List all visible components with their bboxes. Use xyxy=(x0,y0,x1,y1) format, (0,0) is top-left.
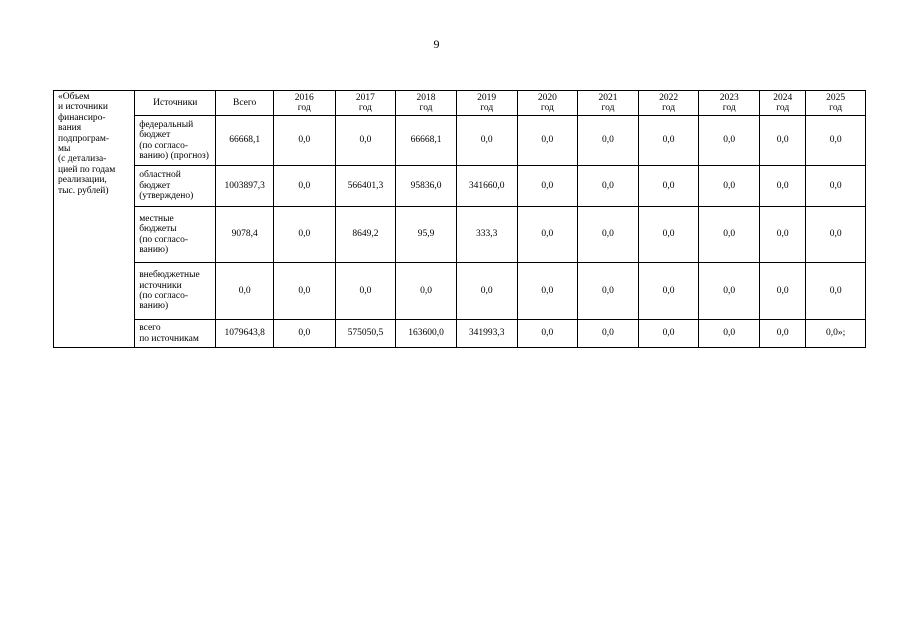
cell-value: 0,0 xyxy=(699,207,760,263)
table-header-row xyxy=(54,91,866,116)
source-label: местные бюджеты (по согласо- ванию) xyxy=(135,207,216,263)
cell-value: 0,0 xyxy=(806,263,866,320)
cell-value: 0,0 xyxy=(396,263,457,320)
cell-value: 0,0 xyxy=(699,116,760,166)
cell-value: 0,0 xyxy=(578,320,639,348)
cell-value: 0,0 xyxy=(760,207,806,263)
cell-value: 0,0 xyxy=(760,320,806,348)
cell-value: 0,0 xyxy=(806,207,866,263)
cell-value: 341660,0 xyxy=(456,166,517,207)
cell-value: 0,0 xyxy=(699,166,760,207)
cell-value: 0,0 xyxy=(273,166,335,207)
header-year: 2020 год xyxy=(517,91,578,116)
cell-value: 0,0 xyxy=(517,320,578,348)
header-year: 2024 год xyxy=(760,91,806,116)
table-row-total xyxy=(54,320,866,348)
cell-value: 0,0 xyxy=(638,320,699,348)
financing-table xyxy=(53,90,866,348)
cell-value: 0,0 xyxy=(760,166,806,207)
row-label-cell: «Объем и источники финансиро- вания подпрограм- мы (с детализа- цией по годам реализации, тыс. рублей) xyxy=(54,91,135,348)
cell-value: 0,0 xyxy=(335,263,396,320)
header-year: 2022 год xyxy=(638,91,699,116)
cell-value: 0,0 xyxy=(638,207,699,263)
cell-value: 0,0 xyxy=(335,116,396,166)
table-row xyxy=(54,116,866,166)
cell-value: 9078,4 xyxy=(216,207,274,263)
table-row xyxy=(54,263,866,320)
cell-value: 0,0 xyxy=(578,207,639,263)
cell-value: 0,0 xyxy=(517,166,578,207)
table-row xyxy=(54,207,866,263)
cell-value: 66668,1 xyxy=(216,116,274,166)
table-row xyxy=(54,166,866,207)
header-year: 2017 год xyxy=(335,91,396,116)
cell-value: 333,3 xyxy=(456,207,517,263)
cell-value: 95836,0 xyxy=(396,166,457,207)
page-number: 9 xyxy=(433,37,440,51)
cell-value: 95,9 xyxy=(396,207,457,263)
header-year: 2021 год xyxy=(578,91,639,116)
cell-value: 0,0»; xyxy=(806,320,866,348)
cell-value: 0,0 xyxy=(699,263,760,320)
cell-value: 0,0 xyxy=(273,207,335,263)
cell-value: 0,0 xyxy=(760,263,806,320)
cell-value: 0,0 xyxy=(806,166,866,207)
header-year: 2018 год xyxy=(396,91,457,116)
cell-value: 566401,3 xyxy=(335,166,396,207)
cell-value: 0,0 xyxy=(273,263,335,320)
cell-value: 0,0 xyxy=(456,263,517,320)
header-year: 2019 год xyxy=(456,91,517,116)
cell-value: 341993,3 xyxy=(456,320,517,348)
cell-value: 0,0 xyxy=(578,263,639,320)
cell-value: 0,0 xyxy=(578,116,639,166)
source-label: федеральный бюджет (по согласо- ванию) (прогноз) xyxy=(135,116,216,166)
cell-value: 0,0 xyxy=(273,116,335,166)
cell-value: 0,0 xyxy=(456,116,517,166)
cell-value: 0,0 xyxy=(638,166,699,207)
cell-value: 575050,5 xyxy=(335,320,396,348)
header-year: 2023 год xyxy=(699,91,760,116)
cell-value: 163600,0 xyxy=(396,320,457,348)
header-year: 2025 год xyxy=(806,91,866,116)
cell-value: 0,0 xyxy=(273,320,335,348)
cell-value: 66668,1 xyxy=(396,116,457,166)
cell-value: 1079643,8 xyxy=(216,320,274,348)
cell-value: 0,0 xyxy=(517,263,578,320)
cell-value: 0,0 xyxy=(806,116,866,166)
cell-value: 1003897,3 xyxy=(216,166,274,207)
header-sources: Источники xyxy=(135,91,216,116)
cell-value: 8649,2 xyxy=(335,207,396,263)
source-label: всего по источникам xyxy=(135,320,216,348)
cell-value: 0,0 xyxy=(699,320,760,348)
header-total: Всего xyxy=(216,91,274,116)
header-year: 2016 год xyxy=(273,91,335,116)
source-label: областной бюджет (утверждено) xyxy=(135,166,216,207)
cell-value: 0,0 xyxy=(638,116,699,166)
cell-value: 0,0 xyxy=(517,207,578,263)
cell-value: 0,0 xyxy=(578,166,639,207)
source-label: внебюджетные источники (по согласо- ванию) xyxy=(135,263,216,320)
cell-value: 0,0 xyxy=(517,116,578,166)
cell-value: 0,0 xyxy=(216,263,274,320)
cell-value: 0,0 xyxy=(638,263,699,320)
cell-value: 0,0 xyxy=(760,116,806,166)
